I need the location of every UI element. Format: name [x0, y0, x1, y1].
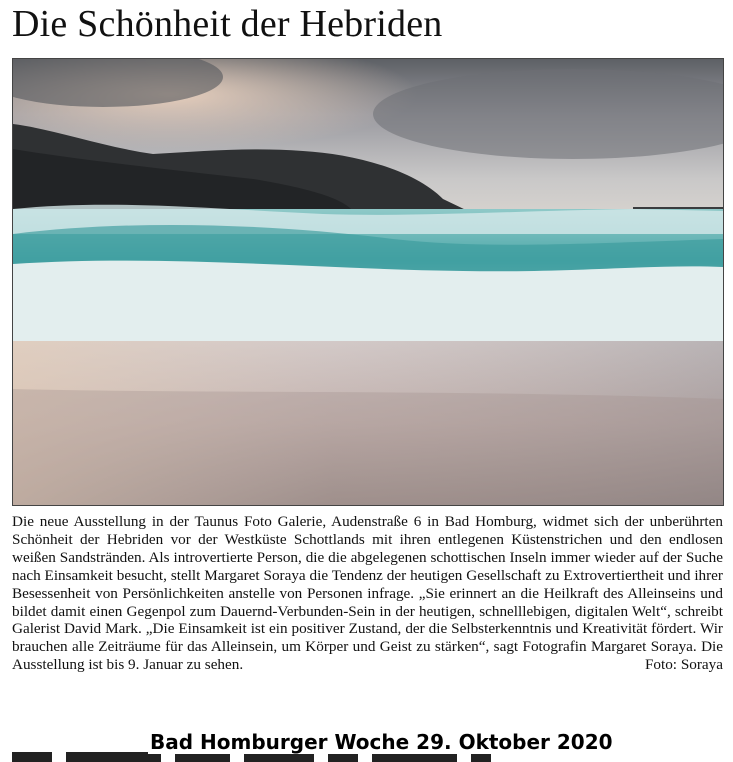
landscape-photo-icon	[13, 59, 723, 505]
article-photo	[12, 58, 724, 506]
article-body-text: Die neue Ausstellung in der Taunus Foto Galerie, Audenstraße 6 in Bad Homburg, widmet sich der unberührten Schönheit der Hebriden vor der Westküste Schottlands mit ihren entlegenen Küstenstrichen und den endlosen weißen Sandstränden. Als introvertierte Person, die die abgelegenen schottischen Inseln immer wieder auf der Suche nach Einsamkeit besucht, stellt Margaret Soraya die Tendenz der heutigen Gesellschaft zu Extrovertiertheit und ihrer Besessenheit von Persönlichkeiten anstelle von Personen infrage. „Sie erinnert an die Heilkraft des Alleinseins und bildet damit einen Gegenpol zum Dauernd-Verbunden-Sein in der heutigen, schnelllebigen, digitalen Welt“, schreibt Galerist David Mark. „Die Einsamkeit ist ein positiver Zustand, der die Selbsterkenntnis und Kreativität fördert. Wir brauchen alle Zeiträume für das Alleinsein, um Körper und Geist zu stärken“, sagt Fotografin Margaret Soraya. Die Ausstellung ist bis 9. Januar zu sehen.	[12, 513, 723, 674]
photo-credit: Foto: Soraya	[644, 656, 723, 674]
source-caption: Bad Homburger Woche 29. Oktober 2020	[150, 730, 613, 754]
article-headline: Die Schönheit der Hebriden	[12, 3, 443, 45]
article-body	[12, 513, 723, 674]
